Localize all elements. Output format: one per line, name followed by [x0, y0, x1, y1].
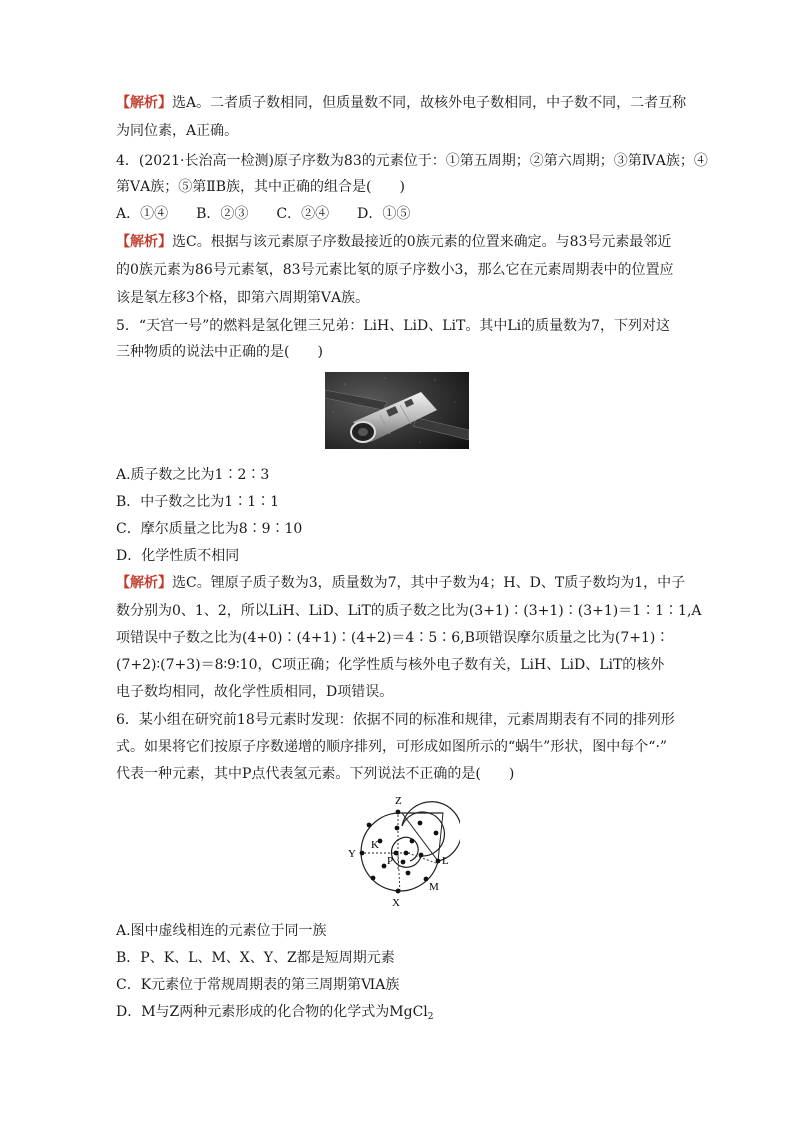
q4-analysis-line-2: 的0族元素为86号元素氡，83号元素比氡的原子序数小3，那么它在元素周期表中的位置应 [116, 262, 674, 278]
label-k: K [371, 839, 379, 851]
q3-analysis-line-2: 为同位素，A正确。 [116, 123, 239, 139]
q5-option-a: A.质子数之比为1∶2∶3 [116, 467, 270, 483]
q5-stem-line-1: 5．“天宫一号”的燃料是氢化锂三兄弟：LiH、LiD、LiT。其中Li的质量数为7，下列对这 [116, 318, 670, 334]
q4-analysis-line-3: 该是氡左移3个格，即第六周期第ⅤA族。 [116, 290, 370, 306]
q6-option-d: D．M与Z两种元素形成的化合物的化学式为MgCl$_2$ [116, 1004, 434, 1022]
q5-analysis-line-3: 项错误中子数之比为(4+0)∶(4+1)∶(4+2)＝4∶5∶6,B项错误摩尔质量之比为(7+1)∶ [116, 630, 670, 646]
q5-option-b: B．中子数之比为1∶1∶1 [116, 494, 280, 510]
label-y: Y [348, 848, 356, 860]
analysis-label: 【解析】 [116, 575, 172, 591]
label-l: L [442, 855, 449, 867]
analysis-label: 【解析】 [116, 234, 172, 250]
label-z: Z [395, 795, 402, 807]
label-p: P [387, 855, 394, 867]
q4-stem-line-1: 4．(2021·长治高一检测)原子序数为83的元素位于：①第五周期；②第六周期；③第ⅣA族；④ [116, 153, 708, 169]
q5-analysis-line-2: 数分别为0、1、2，所以LiH、LiD、LiT的质子数之比为(3+1)∶(3+1)∶(3+1)＝1∶1∶1,A [116, 603, 702, 619]
label-m: M [429, 881, 439, 893]
q4-stem-line-2: 第ⅤA族；⑤第ⅡB族，其中正确的组合是( ) [116, 179, 405, 195]
q6-option-b: B．P、K、L、M、X、Y、Z都是短周期元素 [116, 950, 395, 966]
q3-analysis-line-1: 【解析】选A。二者质子数相同，但质量数不同，故核外电子数相同，中子数不同，二者互称 [116, 95, 687, 111]
q4-analysis-line-1: 【解析】选C。根据与该元素原子序数最接近的0族元素的位置来确定。与83号元素最邻近 [116, 234, 672, 250]
q5-stem-line-2: 三种物质的说法中正确的是( ) [116, 344, 323, 360]
q6-stem-line-2: 式。如果将它们按原子序数递增的顺序排列，可形成如图所示的“蜗牛”形状，图中每个“·” [116, 739, 668, 755]
q6-option-c: C．K元素位于常规周期表的第三周期第ⅥA族 [116, 977, 400, 993]
q5-analysis-line-4: (7+2)∶(7+3)＝8∶9∶10，C项正确；化学性质与核外电子数有关，LiH、LiD、LiT的核外 [116, 657, 665, 673]
q5-option-c: C．摩尔质量之比为8∶9∶10 [116, 521, 303, 537]
q4-options: A．①④ B．②③ C．②④ D．①⑤ [116, 206, 411, 222]
q5-analysis-line-5: 电子数均相同，故化学性质相同，D项错误。 [116, 684, 394, 700]
q5-option-d: D．化学性质不相同 [116, 548, 240, 564]
q6-stem-line-1: 6．某小组在研究前18号元素时发现：依据不同的标准和规律，元素周期表有不同的排列形 [116, 712, 675, 728]
label-x: X [392, 897, 400, 909]
element-dot [396, 810, 401, 815]
q5-analysis-line-1: 【解析】选C。锂原子质子数为3，质量数为7，其中子数为4；H、D、T质子数均为1，中子 [116, 575, 686, 591]
snail-periodic-diagram [340, 793, 460, 911]
space-station-photo [325, 372, 469, 449]
analysis-label: 【解析】 [116, 95, 172, 111]
q6-stem-line-3: 代表一种元素，其中P点代表氢元素。下列说法不正确的是( ) [116, 766, 515, 782]
q6-option-a: A.图中虚线相连的元素位于同一族 [116, 923, 327, 939]
